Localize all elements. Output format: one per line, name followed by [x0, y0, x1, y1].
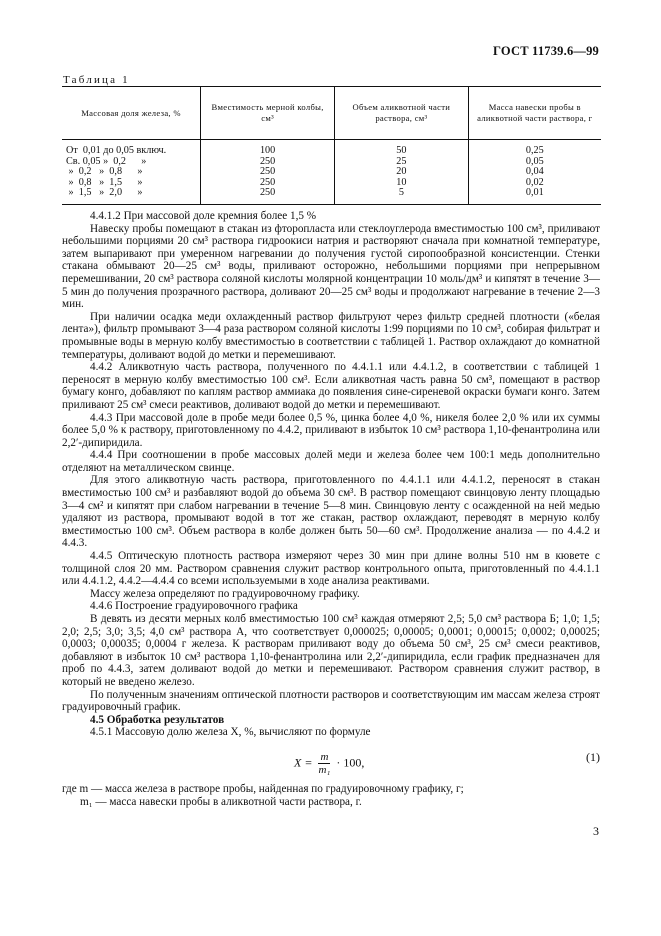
paragraph-4-4-4: 4.4.4 При соотношении в пробе массовых долей меди и железа более чем 100:1 медь дополнительно отделяют на металлическом свинце. — [62, 449, 600, 474]
col-header-aliquot-volume: Объем аликвотной части раствора, см³ — [335, 87, 468, 140]
col-header-flask-volume: Вместимость мерной колбы, см³ — [201, 87, 335, 140]
table-row — [62, 140, 601, 157]
formula-1 — [62, 741, 600, 783]
cell-range: » 1,5 » 2,0 » — [62, 188, 201, 204]
cell-mass: 0,04 — [468, 167, 601, 178]
document-body — [62, 210, 600, 808]
cell-range: Св. 0,05 » 0,2 » — [62, 157, 201, 168]
cell-mass: 0,25 — [468, 140, 601, 157]
table-row — [62, 178, 601, 189]
col-header-iron-fraction: Массовая доля железа, % — [62, 87, 201, 140]
paragraph-4-4-3: 4.4.3 При массовой доле в пробе меди более 0,5 %, цинка более 4,0 %, никеля более 2,0 % или их суммы более 5,0 % к раствору, приготовленному по 4.4.2, приливают в избыток 10 см³ раствора 1,10-фенантролина или 2,2′-дипиридила. — [62, 411, 600, 449]
table-row — [62, 167, 601, 178]
formula-number: (1) — [586, 749, 600, 764]
table-header-row — [62, 87, 601, 140]
table-row — [62, 188, 601, 204]
cell-aliquot: 20 — [335, 167, 468, 178]
cell-flask: 250 — [201, 157, 335, 168]
cell-aliquot: 5 — [335, 188, 468, 204]
cell-flask: 250 — [201, 188, 335, 204]
cell-flask: 100 — [201, 140, 335, 157]
legend-line-m: где m — масса железа в растворе пробы, найденная по градуировочному графику, г; — [62, 782, 464, 795]
cell-aliquot: 25 — [335, 157, 468, 168]
paragraph: Навеску пробы помещают в стакан из фторопласта или стеклоуглерода вместимостью 100 см³, приливают небольшими порциями 20 см³ раствора гидроокиси натрия и растворяют сначала при комнатной температуре, затем выпаривают при умеренном нагревании до получения густой сиропообразной консистенции. Стенки стакана обмывают 20—25 см³ воды, приливают осторожно, небольшими порциями при непрерывном перемешивании, 20 см³ раствора соляной кислоты молярной концентрации 10 моль/дм³ и кипятят в течение 3—5 мин до получения прозрачного раствора, доливают 20—25 см³ воды и продолжают нагревание в течение 2—3 мин. — [62, 222, 600, 311]
cell-range: От 0,01 до 0,05 включ. — [62, 140, 201, 157]
table-caption: Таблица 1 — [63, 74, 130, 86]
paragraph: По полученным значениям оптической плотности растворов и соответствующим им массам железа строят градуировочный график. — [62, 688, 600, 714]
cell-range: » 0,8 » 1,5 » — [62, 178, 201, 189]
standard-header: ГОСТ 11739.6—99 — [493, 44, 599, 58]
paragraph-4-5-1: 4.5.1 Массовую долю железа X, %, вычисляют по формуле — [90, 726, 371, 739]
page-number: 3 — [593, 824, 599, 838]
paragraph: В девять из десяти мерных колб вместимостью 100 см³ каждая отмеряют 2,5; 5,0 см³ раствора Б; 1,0; 1,5; 2,0; 2,5; 3,0; 3,5; 4,0 см³ раствора А, что соответствует 0,000025; 0,00005; 0,0001; 0,00015; 0,0002; 0,00025; 0,0003; 0,00035; 0,0004 г железа. К растворам приливают воду до объема 50 см³, 25 см³ смеси реактивов, добавляют в избыток 10 см³ раствора 1,10-фенантролина или 2,2′-дипиридила, если график предназначен для проб по 4.4.3, затем доливают водой до метки и перемешивают. Раствором сравнения служит раствор, в который не введено железо. — [62, 613, 600, 688]
paragraph-4-4-1-2-title: 4.4.1.2 При массовой доле кремния более 1,5 % — [90, 210, 317, 222]
paragraph-4-4-5: 4.4.5 Оптическую плотность раствора измеряют через 30 мин при длине волны 510 нм в кювете с толщиной слоя 20 мм. Раствором сравнения служит раствор контрольного опыта, приготовленный по 4.4.1.1 или 4.4.1.2, 4.4.2—4.4.4 со всеми используемыми в ходе анализа реактивами. — [62, 550, 600, 588]
formula-lhs: X = — [294, 755, 313, 770]
paragraph: Для этого аликвотную часть раствора, приготовленного по 4.4.1.1 или 4.4.1.2, переносят в стакан вместимостью 100 см³ и разбавляют водой до объема 30 см³. В раствор помещают свинцовую ленту площадью 3—4 см² и кипятят при слабом нагревании в течение 5—8 мин. Свинцовую ленту с осажденной на ней медью удаляют из раствора, промывают водой в тот же стакан, раствор охлаждают, переводят в мерную колбу вместимостью 100 см³. Объем раствора в колбе должен быть 50—60 см³. Продолжение анализа — по 4.4.2 и 4.4.3. — [62, 474, 600, 550]
col-header-sample-mass: Масса навески пробы в аликвотной части раствора, г — [468, 87, 601, 140]
cell-aliquot: 10 — [335, 178, 468, 189]
formula-fraction — [318, 751, 330, 776]
paragraph-4-4-2: 4.4.2 Аликвотную часть раствора, полученного по 4.4.1.1 или 4.4.1.2, в соответствии с таблицей 1 переносят в мерную колбу вместимостью 100 см³. Если аликвотная часть равна 50 см³, помещают в раствор бумагу конго, добавляют по каплям раствор аммиака до появления сине-сиреневой окраски бумаги конго. Затем приливают 25 см³ смеси реактивов, доливают водой до метки и перемешивают. — [62, 361, 600, 411]
table-row — [62, 157, 601, 168]
formula-rhs: · 100, — [336, 755, 365, 770]
section-heading: 4.5 Обработка результатов — [90, 713, 225, 726]
cell-mass: 0,01 — [468, 188, 601, 204]
formula-legend — [62, 783, 600, 808]
cell-range: » 0,2 » 0,8 » — [62, 167, 201, 178]
paragraph: При наличии осадка меди охлажденный раствор фильтруют через фильтр средней плотности («белая лента»), фильтр промывают 3—4 раза раствором соляной кислоты 1:99 порциями по 10 см³, собирая фильтрат и промывные воды в мерную колбу вместимостью в соответствии с таблицей 1. Раствор охлаждают до комнатной температуры, доливают водой до метки и перемешивают. — [62, 310, 600, 361]
cell-flask: 250 — [201, 167, 335, 178]
formula-denominator: m₁ — [318, 763, 331, 776]
legend-line-m1: m₁ — масса навески пробы в аликвотной части раствора, г. — [80, 795, 362, 808]
formula-expression — [294, 751, 364, 776]
table-1 — [62, 86, 601, 205]
cell-mass: 0,05 — [468, 157, 601, 168]
paragraph-4-4-6-title: 4.4.6 Построение градуировочного графика — [90, 600, 298, 613]
cell-mass: 0,02 — [468, 178, 601, 189]
cell-flask: 250 — [201, 178, 335, 189]
cell-aliquot: 50 — [335, 140, 468, 157]
paragraph: Массу железа определяют по градуировочному графику. — [90, 587, 360, 600]
formula-numerator: m — [320, 750, 329, 763]
